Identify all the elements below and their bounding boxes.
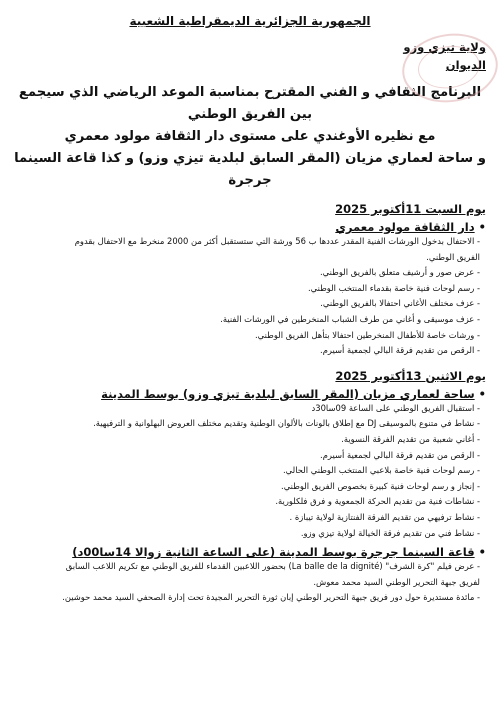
activity-line: - استقبال الفريق الوطني على الساعة 09سا30د [311,402,480,413]
wilaya-label: ولاية تيزي وزو [403,40,486,54]
bullet-icon: • [478,386,486,401]
day1-activities [14,234,486,359]
venue-label: قاعة السينما جرجرة بوسط المدينة (على الساعة الثانية زوالا 14سا00د) [72,545,475,560]
activity-line: - عزف موسيقى و أغاني من طرف الشباب المنخرطين في الورشات الفنية. [220,313,480,324]
bullet-icon: • [478,220,486,234]
republic-header: الجمهورية الجزائرية الديمقراطية الشعبية [129,14,371,28]
activity-line: - الاحتفال بدخول الورشات الفنية المقدر عددها ب 56 ورشة التي ستستقبل أكثر من 2000 منخرط مع الاحتفال بقدوم [74,236,480,246]
day2-activities-cinema [14,559,486,606]
venue-label: ساحة لعماري مزيان (المقر السابق لبلدية تيزي وزو) بوسط المدينة [101,386,475,401]
activity-line: - نشاط ترفيهي من تقديم الفرقة الفنتازية لولاية تيبازة . [289,511,480,522]
activity-line: - ورشات خاصة للأطفال المنخرطين احتفالا بتأهل الفريق الوطني. [255,329,480,340]
title-line: البرنامج الثقافي و الفني المقترح بمناسبة الموعد الرياضي الذي سيجمع بين الفريق الوطني [18,85,482,122]
activity-line: - نشاط فني من تقديم فرقة الخيالة لولاية تيزي وزو. [300,527,480,538]
title-line: مع نظيره الأوغندي على مستوى دار الثقافة مولود معمري [64,129,436,144]
day2-activities-square [14,401,486,541]
day2-heading: يوم الاثنين 13أكتوبر 2025 [335,368,486,383]
day1-heading: يوم السبت 11أكتوبر 2025 [335,202,486,216]
bullet-icon: • [478,545,486,560]
activity-line: - عزف مختلف الأغاني احتفالا بالفريق الوطني. [320,298,480,309]
program-title [14,82,486,192]
day1-venue-heading [14,220,486,234]
activity-line: - نشاطات فنية من تقديم الحركة الجمعوية و فرق فلكلورية. [275,496,480,507]
activity-line: - أغاني شعبية من تقديم الفرقة النسوية. [341,433,480,444]
activity-line: - نشاط في متنوع بالموسيقى DJ مع إطلاق بالونات بالألوان الوطنية وتقديم مختلف العروض البهلوانية و الترفيهية. [93,418,480,429]
activity-line: لفريق جبهة التحرير الوطني السيد محمد معوش. [313,576,480,587]
activity-line: - إنجاز و رسم لوحات فنية كبيرة بخصوص الفريق الوطني. [281,480,480,491]
title-line: و ساحة لعماري مزيان (المقر السابق لبلدية تيزي وزو) و كذا قاعة السينما جرجرة [14,151,486,188]
activity-line: - الرقص من تقديم فرقة البالي لجمعية أسيرم. [320,449,480,460]
activity-line: الفريق الوطني. [426,251,480,262]
day2-venue2-heading [14,545,486,559]
activity-line: - رسم لوحات فنية خاصة بلاعبي المنتخب الوطني الحالي. [283,465,480,476]
venue-label: دار الثقافة مولود معمري [335,220,475,234]
activity-line: - عرض صور و أرشيف متعلق بالفريق الوطني. [320,267,480,278]
diwan-label: الديوان [445,58,486,72]
activity-line: - رسم لوحات فنية خاصة بقدماء المنتخب الوطني. [307,282,480,293]
day2-venue1-heading [14,387,486,401]
activity-line: - الرقص من تقديم فرقة البالي لجمعية أسيرم. [320,345,480,356]
activity-line: - عرض فيلم "كرة الشرف" (La balle de la dignité) بحضور اللاعبين القدماء للفريق الوطني مع تكريم اللاعب السابق [65,561,480,572]
activity-line: - مائدة مستديرة حول دور فريق جبهة التحرير الوطني إبان ثورة التحرير المجيدة تحت إدارة الصحفي السيد محمد حوشين. [62,592,480,603]
